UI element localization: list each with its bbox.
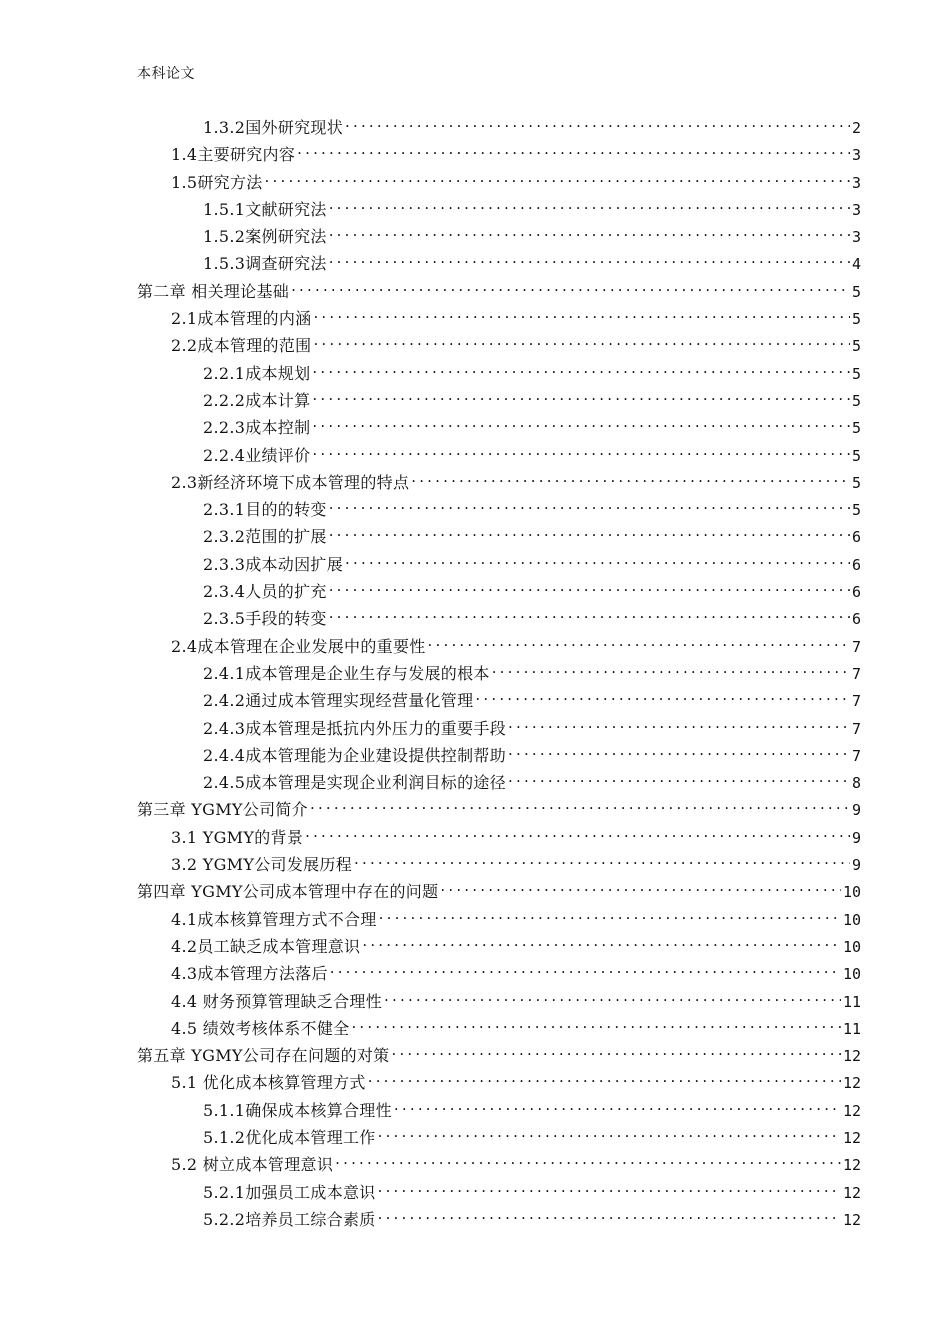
toc-entry-title: 4.2员工缺乏成本管理意识 — [171, 936, 361, 956]
toc-entry-page-number: 5 — [851, 310, 861, 329]
toc-entry-page-number: 4 — [851, 255, 861, 274]
toc-dot-leader — [329, 605, 850, 624]
toc-entry[interactable] — [137, 633, 861, 660]
toc-entry-title: 2.3.5手段的转变 — [203, 609, 327, 629]
toc-entry-page-number: 3 — [851, 146, 861, 165]
toc-entry-page-number: 8 — [851, 774, 861, 793]
toc-entry-title: 2.4.1成本管理是企业生存与发展的根本 — [203, 663, 490, 683]
toc-entry[interactable] — [137, 660, 861, 687]
toc-entry[interactable] — [137, 715, 861, 742]
toc-entry-page-number: 6 — [851, 610, 861, 629]
toc-dot-leader — [440, 878, 841, 897]
toc-entry[interactable] — [137, 523, 861, 550]
toc-entry-title: 2.1成本管理的内涵 — [171, 309, 312, 329]
toc-entry-title: 2.4成本管理在企业发展中的重要性 — [171, 636, 426, 656]
toc-entry[interactable] — [137, 278, 861, 305]
toc-entry-title: 2.2成本管理的范围 — [171, 336, 312, 356]
toc-dot-leader — [329, 223, 850, 242]
toc-dot-leader — [354, 851, 850, 870]
toc-entry-title: 5.2.1加强员工成本意识 — [203, 1182, 376, 1202]
toc-entry[interactable] — [137, 1151, 861, 1178]
toc-entry-title: 2.3.4人员的扩充 — [203, 582, 327, 602]
toc-dot-leader — [313, 332, 850, 351]
toc-dot-leader — [312, 387, 850, 406]
toc-entry-title: 2.3新经济环境下成本管理的特点 — [171, 472, 410, 492]
toc-dot-leader — [329, 196, 850, 215]
toc-entry-title: 1.4主要研究内容 — [171, 145, 296, 165]
toc-entry-page-number: 7 — [851, 692, 861, 711]
toc-dot-leader — [492, 660, 850, 679]
toc-entry-title: 3.1 YGMY的背景 — [171, 827, 304, 847]
toc-entry[interactable] — [137, 988, 861, 1015]
toc-entry[interactable] — [137, 223, 861, 250]
toc-entry-title: 2.2.4业绩评价 — [203, 445, 311, 465]
toc-dot-leader — [312, 360, 850, 379]
toc-entry[interactable] — [137, 496, 861, 523]
toc-dot-leader — [508, 769, 850, 788]
toc-entry-page-number: 5 — [851, 419, 861, 438]
toc-entry[interactable] — [137, 1015, 861, 1042]
toc-entry[interactable] — [137, 906, 861, 933]
toc-entry-title: 2.3.2范围的扩展 — [203, 527, 327, 547]
toc-entry-page-number: 12 — [842, 1128, 861, 1147]
toc-entry-title: 5.2.2培养员工综合素质 — [203, 1209, 376, 1229]
toc-dot-leader — [475, 687, 850, 706]
toc-entry[interactable] — [137, 332, 861, 359]
toc-entry[interactable] — [137, 169, 861, 196]
toc-entry[interactable] — [137, 578, 861, 605]
toc-dot-leader — [378, 1179, 841, 1198]
toc-entry[interactable] — [137, 414, 861, 441]
toc-entry[interactable] — [137, 442, 861, 469]
table-of-contents — [137, 114, 861, 1233]
toc-entry[interactable] — [137, 250, 861, 277]
toc-entry-page-number: 5 — [851, 473, 861, 492]
toc-dot-leader — [329, 250, 850, 269]
toc-entry-page-number: 5 — [851, 446, 861, 465]
toc-entry-title: 2.4.3成本管理是抵抗内外压力的重要手段 — [203, 718, 507, 738]
toc-entry-page-number: 12 — [842, 1074, 861, 1093]
toc-entry[interactable] — [137, 687, 861, 714]
toc-dot-leader — [384, 988, 841, 1007]
toc-entry-page-number: 10 — [842, 910, 861, 929]
toc-entry[interactable] — [137, 1069, 861, 1096]
toc-entry-title: 2.4.4成本管理能为企业建设提供控制帮助 — [203, 745, 507, 765]
toc-dot-leader — [305, 824, 850, 843]
toc-entry-page-number: 6 — [851, 583, 861, 602]
toc-entry-title: 第四章 YGMY公司成本管理中存在的问题 — [137, 882, 439, 902]
toc-entry-page-number: 9 — [851, 828, 861, 847]
toc-entry-title: 3.2 YGMY公司发展历程 — [171, 855, 353, 875]
toc-entry-page-number: 5 — [851, 364, 861, 383]
toc-entry[interactable] — [137, 960, 861, 987]
toc-entry-page-number: 3 — [851, 200, 861, 219]
toc-entry[interactable] — [137, 469, 861, 496]
toc-dot-leader — [368, 1069, 841, 1088]
page-header: 本科论文 — [137, 66, 195, 82]
toc-entry-page-number: 10 — [842, 965, 861, 984]
toc-entry-title: 5.1 优化成本核算管理方式 — [171, 1073, 366, 1093]
toc-entry-title: 5.1.2优化成本管理工作 — [203, 1127, 376, 1147]
toc-entry-page-number: 11 — [842, 992, 861, 1011]
toc-entry[interactable] — [137, 551, 861, 578]
toc-dot-leader — [345, 114, 850, 133]
toc-entry-title: 4.4 财务预算管理缺乏合理性 — [171, 991, 383, 1011]
toc-entry-title: 2.4.2通过成本管理实现经营量化管理 — [203, 691, 474, 711]
toc-entry-title: 5.1.1确保成本核算合理性 — [203, 1100, 392, 1120]
toc-entry[interactable] — [137, 769, 861, 796]
toc-entry-page-number: 12 — [842, 1210, 861, 1229]
toc-entry-title: 5.2 树立成本管理意识 — [171, 1155, 334, 1175]
toc-entry[interactable] — [137, 796, 861, 823]
toc-entry-page-number: 12 — [842, 1047, 861, 1066]
toc-entry[interactable] — [137, 1206, 861, 1233]
toc-entry-title: 2.2.2成本计算 — [203, 390, 311, 410]
toc-dot-leader — [508, 715, 850, 734]
toc-entry-title: 4.3成本管理方法落后 — [171, 964, 328, 984]
toc-dot-leader — [297, 141, 850, 160]
toc-dot-leader — [330, 960, 841, 979]
toc-dot-leader — [378, 1124, 841, 1143]
toc-entry-title: 第三章 YGMY公司简介 — [137, 800, 308, 820]
toc-entry[interactable] — [137, 851, 861, 878]
toc-entry-title: 1.5研究方法 — [171, 172, 263, 192]
toc-entry-page-number: 9 — [851, 801, 861, 820]
toc-dot-leader — [394, 1097, 841, 1116]
toc-dot-leader — [329, 578, 850, 597]
toc-dot-leader — [378, 1206, 841, 1225]
toc-entry-title: 2.2.3成本控制 — [203, 418, 311, 438]
toc-entry[interactable] — [137, 933, 861, 960]
toc-entry[interactable] — [137, 1179, 861, 1206]
toc-dot-leader — [265, 169, 850, 188]
toc-dot-leader — [345, 551, 850, 570]
toc-entry-page-number: 5 — [851, 282, 861, 301]
toc-entry-page-number: 7 — [851, 664, 861, 683]
toc-entry[interactable] — [137, 141, 861, 168]
toc-dot-leader — [379, 906, 841, 925]
toc-dot-leader — [428, 633, 850, 652]
toc-entry-page-number: 10 — [842, 937, 861, 956]
toc-entry-title: 1.5.1文献研究法 — [203, 199, 327, 219]
toc-entry-title: 4.5 绩效考核体系不健全 — [171, 1018, 350, 1038]
toc-entry[interactable] — [137, 605, 861, 632]
toc-dot-leader — [329, 496, 850, 515]
toc-dot-leader — [313, 305, 850, 324]
toc-entry-page-number: 10 — [842, 883, 861, 902]
toc-dot-leader — [291, 278, 850, 297]
toc-entry-page-number: 7 — [851, 719, 861, 738]
toc-entry[interactable] — [137, 305, 861, 332]
toc-entry-title: 第五章 YGMY公司存在问题的对策 — [137, 1046, 390, 1066]
toc-entry-title: 4.1成本核算管理方式不合理 — [171, 909, 377, 929]
toc-entry-title: 2.3.1目的的转变 — [203, 500, 327, 520]
toc-entry-page-number: 5 — [851, 391, 861, 410]
toc-entry-page-number: 7 — [851, 746, 861, 765]
toc-entry-page-number: 11 — [842, 1019, 861, 1038]
toc-entry[interactable] — [137, 824, 861, 851]
toc-dot-leader — [312, 442, 850, 461]
toc-dot-leader — [329, 523, 850, 542]
toc-entry-page-number: 12 — [842, 1101, 861, 1120]
toc-entry-page-number: 2 — [851, 119, 861, 137]
toc-entry-title: 2.4.5成本管理是实现企业利润目标的途径 — [203, 773, 507, 793]
toc-entry[interactable] — [137, 878, 861, 905]
toc-entry-page-number: 3 — [851, 228, 861, 247]
toc-dot-leader — [508, 742, 850, 761]
toc-entry[interactable] — [137, 114, 861, 141]
toc-entry-page-number: 6 — [851, 528, 861, 547]
toc-dot-leader — [391, 1042, 840, 1061]
toc-entry-page-number: 12 — [842, 1183, 861, 1202]
toc-entry-title: 2.3.3成本动因扩展 — [203, 554, 344, 574]
toc-dot-leader — [362, 933, 841, 952]
toc-dot-leader — [411, 469, 850, 488]
toc-entry[interactable] — [137, 196, 861, 223]
toc-entry[interactable] — [137, 742, 861, 769]
toc-entry-title: 第二章 相关理论基础 — [137, 281, 290, 301]
toc-dot-leader — [351, 1015, 841, 1034]
toc-entry-page-number: 9 — [851, 856, 861, 875]
toc-entry-page-number: 12 — [842, 1156, 861, 1175]
toc-entry-page-number: 5 — [851, 337, 861, 356]
toc-entry-page-number: 5 — [851, 501, 861, 520]
toc-dot-leader — [312, 414, 850, 433]
toc-dot-leader — [335, 1151, 841, 1170]
toc-entry-title: 1.5.3调查研究法 — [203, 254, 327, 274]
toc-entry-page-number: 3 — [851, 173, 861, 192]
toc-entry-title: 1.3.2国外研究现状 — [203, 118, 344, 137]
toc-entry[interactable] — [137, 1042, 861, 1069]
toc-dot-leader — [310, 796, 850, 815]
toc-entry[interactable] — [137, 360, 861, 387]
toc-entry-title: 2.2.1成本规划 — [203, 363, 311, 383]
toc-entry-page-number: 6 — [851, 555, 861, 574]
toc-entry[interactable] — [137, 1124, 861, 1151]
toc-entry[interactable] — [137, 1097, 861, 1124]
toc-entry[interactable] — [137, 387, 861, 414]
toc-entry-title: 1.5.2案例研究法 — [203, 227, 327, 247]
toc-entry-page-number: 7 — [851, 637, 861, 656]
